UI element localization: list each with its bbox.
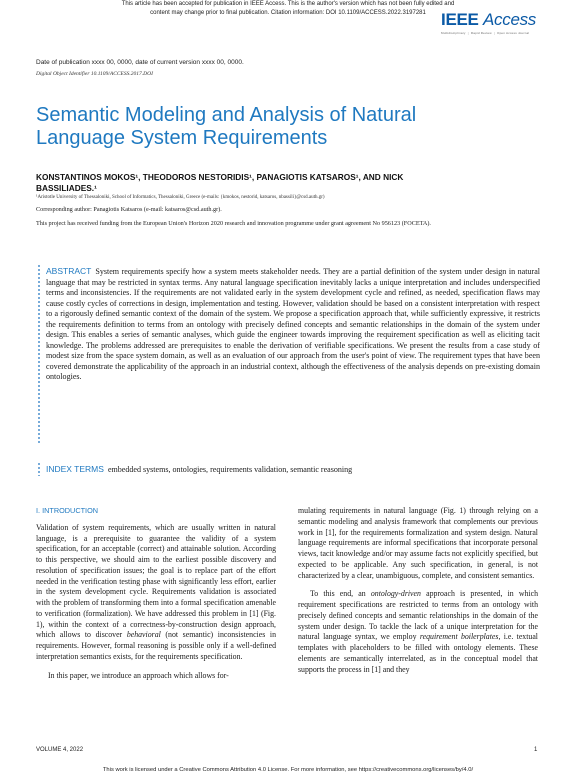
author-list: KONSTANTINOS MOKOS¹, THEODOROS NESTORIDIS¹, PANAGIOTIS KATSAROS¹, AND NICK BASSILIADES.¹ — [36, 172, 404, 193]
section-heading: I. INTRODUCTION — [36, 506, 99, 515]
abstract-label: ABSTRACT — [46, 266, 92, 276]
publication-notice — [100, 0, 476, 17]
ieee-access-logo — [441, 10, 536, 35]
notice-line-2: content may change prior to final publication. Citation information: DOI 10.1109/ACCESS.2022.3197281 — [150, 9, 426, 16]
logo-wordmark — [441, 10, 536, 30]
funding-note: This project has received funding from the European Union's Horizon 2020 research and innovation programme under grant agreement No 956123 (FOCETA). — [36, 220, 431, 227]
license-notice: This work is licensed under a Creative Commons Attribution 4.0 License. For more information, see https://creativecommons.org/licenses/by/4.0/ — [102, 767, 474, 773]
notice-line-1: This article has been accepted for publication in IEEE Access. This is the author's version which has not been fully edited and — [121, 1, 455, 7]
index-terms-block — [46, 464, 540, 475]
right-paragraph-2 — [298, 589, 538, 675]
right-paragraph-1: mulating requirements in natural language (Fig. 1) through relying on a semantic modeling and analysis framework that complements our previous work in [1], for the requirements formalization and system design. Natural language requirements are informal specifications that incorporate personal views, tacit knowledge and/or may assume facts not explicitly specified, but expected to be applicable. Any such specification, in general, is not characterized by a clear, unambiguous, complete, and consistent semantics. — [298, 506, 538, 580]
left-column — [36, 506, 276, 681]
index-terms-text: embedded systems, ontologies, requirements validation, semantic reasoning — [107, 465, 353, 474]
abstract-margin-bar — [38, 264, 40, 444]
volume-label: VOLUME 4, 2022 — [36, 747, 84, 753]
abstract-text: System requirements specify how a system meets stakeholder needs. They are a partial definition of the system under design in natural language that may be restricted in syntax terms. Any natural language specification inevitably lacks a unique interpretation and includes underspecified terms and inconsistencies. If the requirements are not validated early in the system development cycle and refined, as needed, specification flaws may cause costly cycles of corrections in design, implementation and testing. However, validation should be based on a consistent interpretation with respect to a rigorously defined semantic context of the domain of the system. We propose a specification approach that, while sufficiently expressive, it restricts the requirements definition to terms from an ontology with precisely defined concepts and semantic relationships in the domain of the system under design. This enables a series of semantic analyses, which guide the engineer towards improving the requirement specification as well as eliciting tacit knowledge. The problems addressed are prerequisites to enable the derivation of verifiable specifications. We present the results from a case study of modest size from the space system domain, as well as an evaluation of our approach from the user's point of view. The requirement types that have been covered demonstrate the applicability of the approach in an industrial context, although the effectiveness of the analysis depends on pre-existing domain ontologies. — [46, 267, 540, 382]
paper-title: Semantic Modeling and Analysis of Natural Language System Requirements — [36, 104, 417, 149]
right-p2-b: approach is presented, in which requirement specifications are restricted to terms from an ontology with precisely defined concepts and semantic relationships in the domain of the system under design. To tackle the lack of a unique interpretation for the natural language syntax, we employ — [298, 589, 539, 642]
right-p2-emphasis-1: ontology-driven — [370, 589, 421, 599]
intro-p1-text: Validation of system requirements, which are usually written in natural language, is a prerequisite to guarantee the validity of a system specification, for an acceptable (correct) and attainable solution. According to this perspective, we should aim to the earliest possible discovery and resolution of specification issues; the goal is to replace part of the effort needed in the verification testing phase with significantly less effort, earlier in the system development cycle. Requirements validation is associated with the problem of transforming them into a formal specification amenable to verification (formalization). We have addressed this problem in [1] (Fig. 1), within the context of a correctness-by-construction design approach, which allows to discover — [36, 522, 276, 640]
intro-p1-end: (not semantic) inconsistencies in requirements. However, formal reasoning is possible only if a well-defined interpretation semantics exists, for the requirements specification. — [36, 630, 276, 661]
corresponding-author: Corresponding author: Panagiotis Katsaros (e-mail: katsaros@csd.auth.gr). — [36, 206, 222, 213]
publication-date: Date of publication xxxx 00, 0000, date of current version xxxx 00, 0000. — [36, 59, 244, 66]
index-terms-margin-bar — [38, 462, 40, 476]
intro-p1-emphasis: behavioral — [126, 630, 161, 640]
logo-bold: IEEE — [441, 10, 479, 29]
index-terms-label: INDEX TERMS — [46, 464, 104, 474]
doi-line: Digital Object Identifier 10.1109/ACCESS.2017.DOI — [36, 71, 153, 77]
affiliation: ¹Aristotle University of Thessaloniki, School of Informatics, Thessaloniki, Greece (e-mails: {kmokos, nestorid, katsaros, nbassili}@csd.auth.gr) — [36, 195, 325, 200]
right-column — [298, 506, 538, 675]
intro-paragraph-2: In this paper, we introduce an approach which allows for- — [48, 670, 229, 680]
right-p2-a: To this end, an — [310, 589, 366, 599]
page-number: 1 — [534, 747, 538, 753]
right-p2-c: , i.e. textual templates with placeholders to be filled with ontology elements. These elements are semantically interrelated, as in the conceptual model that supports the process in [1] and they — [298, 632, 538, 674]
logo-tagline: Multidisciplinary ⋮ Rapid Review ⋮ Open Access Journal — [441, 31, 530, 35]
intro-paragraph-1 — [36, 523, 276, 663]
abstract-block — [46, 266, 540, 383]
right-p2-emphasis-2: requirement boilerplates — [419, 632, 499, 642]
logo-italic: Access — [483, 10, 536, 29]
